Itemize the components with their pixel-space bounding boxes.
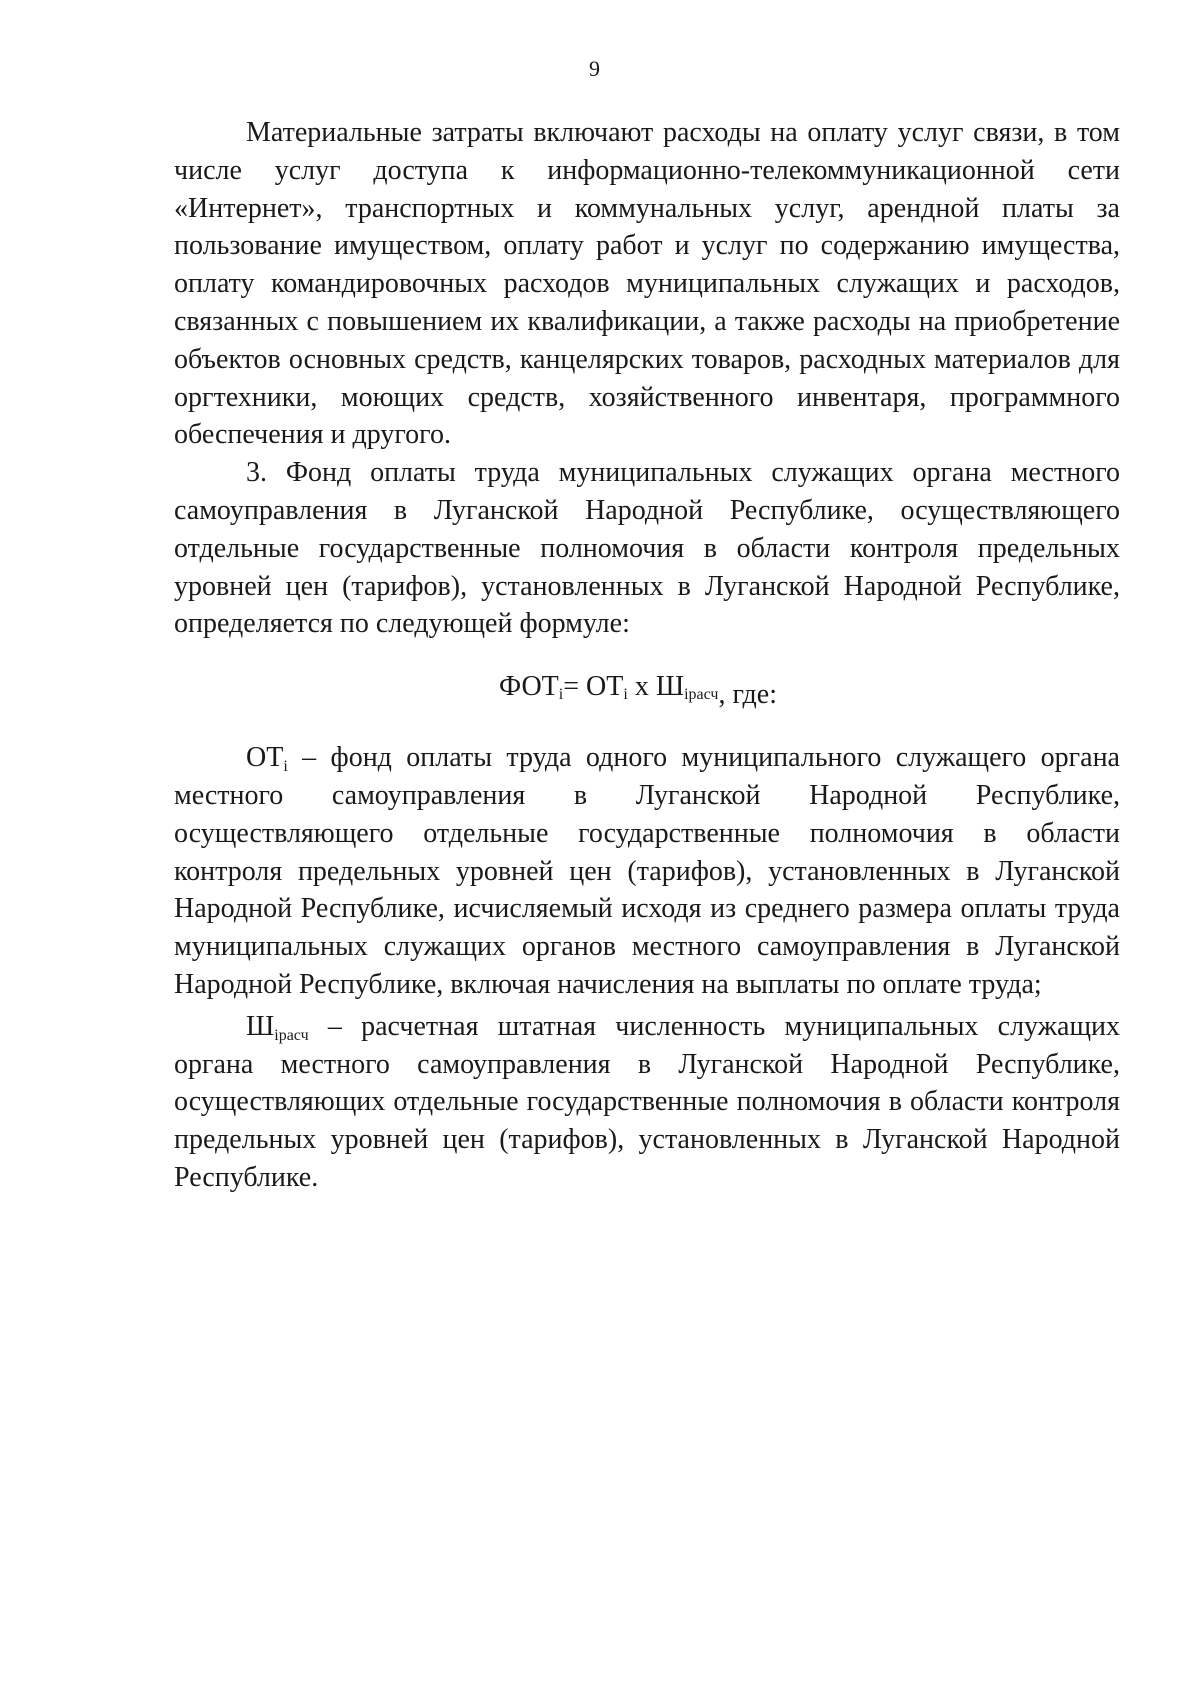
document-body xyxy=(174,114,1120,1197)
definition-ot xyxy=(174,739,1120,1004)
page-number: 9 xyxy=(589,56,600,81)
formula-tail: , где: xyxy=(718,679,777,711)
formula-rhs-sh: Ш xyxy=(655,671,685,703)
definition-sh-symbol: Ш xyxy=(246,1010,275,1042)
definition-ot-text: – фонд оплаты труда одного муниципального служащего органа местного самоуправления в Луганской Народной Республике, осуществляющего отдельные государственные полномочия в области контроля предельных уровней цен (тарифов), установленных в Луганской Народной Республике, исчисляемый исходя из среднего размера оплаты труда муниципальных служащих органов местного самоуправления в Луганской Народной Республике, включая начисления на выплаты по оплате труда; xyxy=(174,742,1120,1000)
paragraph-material-costs: Материальные затраты включают расходы на оплату услуг связи, в том числе услуг доступа к информационно-телекоммуникационной сети «Интернет», транспортных и коммунальных услуг, арендной платы за пользование имуществом, оплату работ и услуг по содержанию имущества, оплату командировочных расходов муниципальных служащих и расходов, связанных с повышением их квалификации, а также расходы на приобретение объектов основных средств, канцелярских товаров, расходных материалов для оргтехники, моющих средств, хозяйственного инвентаря, программного обеспечения и другого. xyxy=(174,117,1120,451)
definition-sh xyxy=(174,1008,1120,1197)
formula-equals: = xyxy=(563,671,587,703)
definition-sh-subscript: iрасч xyxy=(274,1026,309,1044)
definition-sh-text: – расчетная штатная численность муниципальных служащих органа местного самоуправления в Луганской Народной Республике, осуществляющих отдельные государственные полномочия в области контроля предельных уровней цен (тарифов), установленных в Луганской Народной Республике. xyxy=(174,1010,1120,1193)
formula-rhs-ot: ОТ xyxy=(586,671,624,703)
definition-ot-subscript: i xyxy=(283,758,288,776)
formula-multiply-sign: х xyxy=(627,671,656,703)
definition-ot-symbol: ОТ xyxy=(246,742,284,774)
formula-rhs-sh-subscript: iрасч xyxy=(684,686,719,704)
payroll-formula xyxy=(174,657,1120,725)
formula-lhs: ФОТ xyxy=(499,671,559,703)
paragraph-payroll-fund: 3. Фонд оплаты труда муниципальных служащих органа местного самоуправления в Луганской Народной Республике, осуществляющего отдельные государственные полномочия в области контроля предельных уровней цен (тарифов), установленных в Луганской Народной Республике, определяется по следующей формуле: xyxy=(174,457,1120,640)
formula-rhs-ot-subscript: i xyxy=(623,686,628,704)
formula-lhs-subscript: i xyxy=(558,686,564,704)
